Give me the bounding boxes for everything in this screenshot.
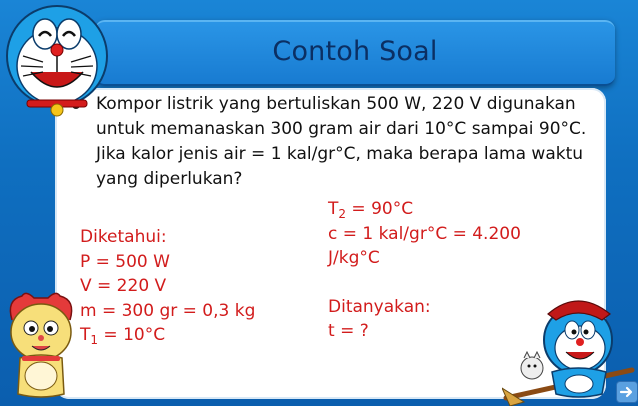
dorami-icon xyxy=(2,290,80,402)
question-line: Kompor listrik yang bertuliskan 500 W, 220 V digunakan xyxy=(96,94,576,114)
diketahui-section xyxy=(80,225,255,348)
ditanyakan-label: Ditanyakan: xyxy=(328,296,431,317)
question-text xyxy=(96,92,596,192)
question-line: Jika kalor jenis air = 1 kal/gr°C, maka berapa lama waktu xyxy=(96,144,584,164)
question-line: yang diperlukan? xyxy=(96,169,243,189)
next-arrow-icon xyxy=(617,382,637,402)
right-section xyxy=(328,197,521,344)
t1-subscript: 1 xyxy=(90,333,99,347)
t1-value: = 10°C xyxy=(98,325,166,345)
known-t1 xyxy=(80,323,255,348)
known-power: P = 500 W xyxy=(80,251,170,272)
specific-heat-unit: J/kg°C xyxy=(328,248,380,268)
t2-value: = 90°C xyxy=(346,199,414,219)
known-mass: m = 300 gr = 0,3 kg xyxy=(80,300,256,321)
t1-symbol: T xyxy=(80,325,91,345)
known-t2 xyxy=(328,197,521,222)
slide-title: Contoh Soal xyxy=(272,36,438,67)
next-slide-button[interactable] xyxy=(616,381,638,403)
question-line: untuk memanaskan 300 gram air dari 10°C sampai 90°C. xyxy=(96,119,587,139)
title-bar xyxy=(95,20,615,86)
known-specific-heat: c = 1 kal/gr°C = 4.200 xyxy=(328,223,521,244)
ditanyakan-value: t = ? xyxy=(328,321,369,341)
diketahui-label: Diketahui: xyxy=(80,227,167,247)
t2-subscript: 2 xyxy=(338,207,347,221)
t2-symbol: T xyxy=(328,199,339,219)
known-voltage: V = 220 V xyxy=(80,276,167,296)
doraemon-face-icon xyxy=(3,4,111,119)
